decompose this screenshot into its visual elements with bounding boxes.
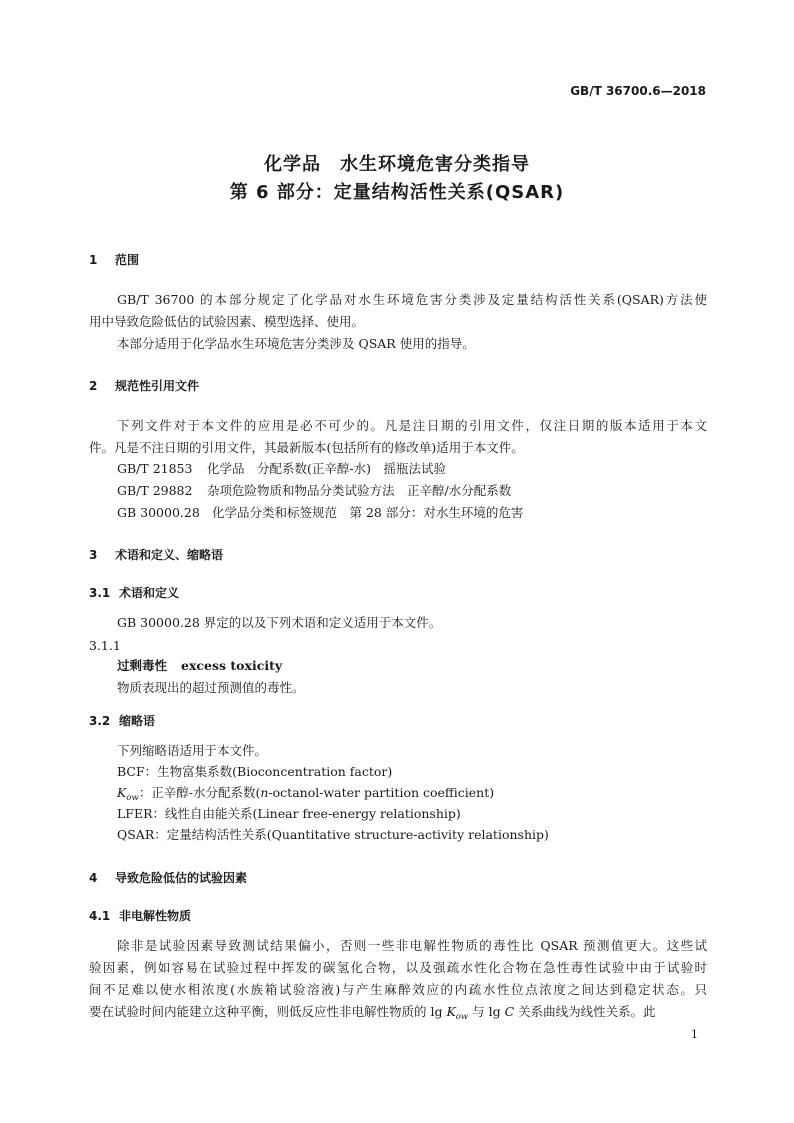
section-title: 导致危险低估的试验因素	[115, 871, 248, 885]
page-number: 1	[691, 1028, 698, 1041]
kow-text: ：正辛醇-水分配系数(	[138, 785, 261, 800]
paragraph-line: 验因素，例如容易在试验过程中挥发的碳氢化合物，以及强疏水性化合物在急性毒性试验中由于试验时	[89, 960, 707, 975]
section-2-heading	[89, 377, 199, 394]
term-definition: 物质表现出的超过预测值的毒性。	[117, 680, 305, 695]
section-title: 非电解性物质	[119, 909, 192, 923]
reference-title: 化学品分类和标签规范 第 28 部分：对水生环境的危害	[212, 505, 524, 520]
section-number: 3.1	[89, 586, 111, 600]
paragraph-line: GB 30000.28 界定的以及下列术语和定义适用于本文件。	[117, 615, 442, 630]
section-title: 术语和定义	[119, 586, 180, 600]
clause-number: 3.1.1	[89, 638, 121, 653]
section-3-1-heading	[89, 584, 179, 601]
paragraph-line: 下列文件对于本文件的应用是必不可少的。凡是注日期的引用文件，仅注日期的版本适用于本文	[117, 418, 707, 433]
abbreviation-bcf: BCF：生物富集系数(Bioconcentration factor)	[117, 764, 393, 779]
reference-code: GB 30000.28	[117, 505, 200, 520]
kow-subscript: ow	[126, 793, 139, 803]
section-number: 4.1	[89, 909, 111, 923]
section-number: 4	[89, 871, 98, 885]
section-4-1-heading	[89, 907, 191, 924]
normative-reference	[117, 459, 446, 477]
document-title-line2: 第 6 部分：定量结构活性关系(QSAR)	[229, 182, 565, 203]
kow-text: -octanol-water partition coefficient)	[268, 785, 495, 800]
concentration-symbol: C	[504, 1004, 515, 1019]
text-run: 关系曲线为线性关系。此	[514, 1004, 656, 1019]
section-number: 3	[89, 548, 98, 562]
reference-code: GB/T 21853	[117, 461, 193, 476]
kow-subscript: ow	[455, 1012, 469, 1022]
section-title: 规范性引用文件	[115, 379, 200, 393]
kow-symbol: K	[446, 1004, 456, 1019]
paragraph-line: 用中导致危险低估的试验因素、模型选择、使用。	[89, 314, 365, 329]
term-chinese: 过剩毒性	[117, 658, 168, 673]
section-3-2-heading	[89, 712, 155, 729]
section-number: 3.2	[89, 714, 111, 728]
section-title: 术语和定义、缩略语	[115, 548, 224, 562]
reference-title: 杂项危险物质和物品分类试验方法 正辛醇/水分配系数	[207, 483, 512, 498]
section-3-heading	[89, 546, 223, 563]
term-english: excess toxicity	[181, 658, 283, 673]
kow-n: n	[260, 785, 269, 800]
abbreviation-qsar: QSAR：定量结构活性关系(Quantitative structure-activity relationship)	[117, 827, 549, 842]
reference-title: 化学品 分配系数(正辛醇-水) 摇瓶法试验	[207, 461, 446, 476]
normative-reference	[117, 481, 511, 499]
section-number: 1	[89, 253, 98, 267]
section-4-heading	[89, 869, 247, 886]
section-1-heading	[89, 251, 139, 268]
paragraph-line: 间不足难以使水相浓度(水族箱试验溶液)与产生麻醉效应的内疏水性位点浓度之间达到稳定状态。只	[89, 982, 707, 997]
kow-symbol: K	[117, 785, 127, 800]
paragraph-line	[89, 1001, 707, 1028]
text-run: 与 lg	[468, 1004, 505, 1019]
section-number: 2	[89, 379, 98, 393]
paragraph-line: GB/T 36700 的本部分规定了化学品对水生环境危害分类涉及定量结构活性关系(QSAR)方法使	[117, 292, 707, 307]
text-run: 要在试验时间内能建立这种平衡，则低反应性非电解性物质的 lg	[89, 1004, 447, 1019]
normative-reference	[117, 503, 523, 521]
paragraph-line: 下列缩略语适用于本文件。	[117, 743, 268, 758]
reference-code: GB/T 29882	[117, 483, 193, 498]
standard-code: GB/T 36700.6—2018	[570, 84, 706, 98]
document-title-line1: 化学品 水生环境危害分类指导	[264, 154, 530, 175]
paragraph-line: 件。凡是不注日期的引用文件，其最新版本(包括所有的修改单)适用于本文件。	[89, 440, 524, 455]
abbreviation-lfer: LFER：线性自由能关系(Linear free-energy relationship)	[117, 806, 461, 821]
paragraph-line: 除非是试验因素导致测试结果偏小，否则一些非电解性物质的毒性比 QSAR 预测值更大。这些试	[117, 938, 707, 953]
term-entry	[117, 655, 707, 676]
section-title: 范围	[115, 253, 140, 267]
paragraph-line: 本部分适用于化学品水生环境危害分类涉及 QSAR 使用的指导。	[117, 336, 475, 351]
section-title: 缩略语	[119, 714, 156, 728]
